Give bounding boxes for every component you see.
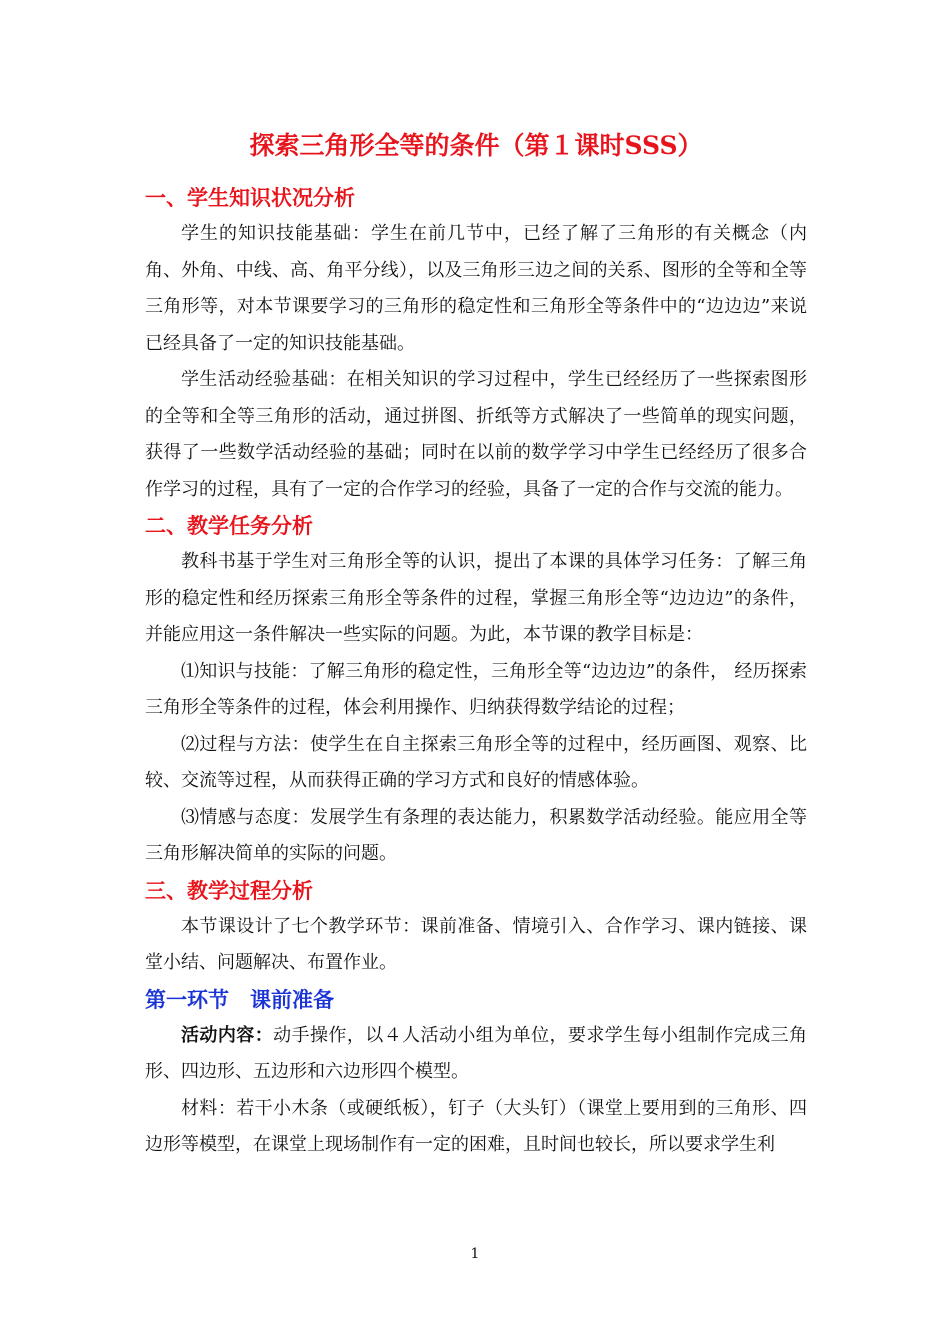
activity-text: 动手操作，以４人活动小组为单位，要求学生每小组制作完成三角形、四边形、五边形和六边形四个模型。 [145, 1024, 808, 1082]
section-task-analysis [145, 508, 807, 873]
paragraph: ⑴知识与技能：了解三角形的稳定性，三角形全等“边边边”的条件， 经历探索三角形全等条件的过程，体会利用操作、归纳获得数学结论的过程； [145, 660, 807, 718]
section-heading: 一、学生知识状况分析 [145, 185, 355, 210]
document-page [145, 124, 807, 1164]
paragraph: 学生活动经验基础：在相关知识的学习过程中，学生已经经历了一些探索图形的全等和全等三角形的活动，通过拼图、折纸等方式解决了一些简单的现实问题，获得了一些数学活动经验的基础；同时在以前的数学学习中学生已经经历了很多合作学习的过程，具有了一定的合作学习的经验，具备了一定的合作与交流的能力。 [145, 369, 807, 500]
activity-paragraph [145, 1018, 807, 1091]
step-heading: 第一环节 课前准备 [145, 986, 334, 1012]
paragraph: 教科书基于学生对三角形全等的认识，提出了本课的具体学习任务：了解三角形的稳定性和经历探索三角形全等条件的过程，掌握三角形全等“边边边”的条件，并能应用这一条件解决一些实际的问题。为此，本节课的教学目标是： [145, 551, 807, 645]
materials-paragraph: 材料：若干小木条（或硬纸板），钉子（大头钉）（课堂上要用到的三角形、四边形等模型，在课堂上现场制作有一定的困难，且时间也较长，所以要求学生利 [145, 1097, 807, 1155]
step-one [145, 982, 807, 1164]
paragraph: 本节课设计了七个教学环节：课前准备、情境引入、合作学习、课内链接、课堂小结、问题解决、布置作业。 [145, 915, 807, 973]
document-title: 探索三角形全等的条件（第１课时SSS） [249, 131, 703, 160]
section-heading: 二、教学任务分析 [145, 513, 313, 538]
paragraph: ⑵过程与方法：使学生在自主探索三角形全等的过程中，经历画图、观察、比较、交流等过程，从而获得正确的学习方式和良好的情感体验。 [145, 733, 807, 791]
page-number: 1 [470, 1246, 480, 1262]
paragraph: 学生的知识技能基础：学生在前几节中，已经了解了三角形的有关概念（内角、外角、中线、高、角平分线），以及三角形三边之间的关系、图形的全等和全等三角形等，对本节课要学习的三角形的稳定性和三角形全等条件中的“边边边”来说已经具备了一定的知识技能基础。 [145, 223, 807, 354]
section-heading: 三、教学过程分析 [145, 877, 313, 903]
section-student-analysis [145, 180, 807, 508]
paragraph: ⑶情感与态度：发展学生有条理的表达能力，积累数学活动经验。能应用全等三角形解决简单的实际的问题。 [145, 806, 807, 864]
section-process-analysis [145, 873, 807, 982]
activity-label: 活动内容： [181, 1024, 274, 1046]
